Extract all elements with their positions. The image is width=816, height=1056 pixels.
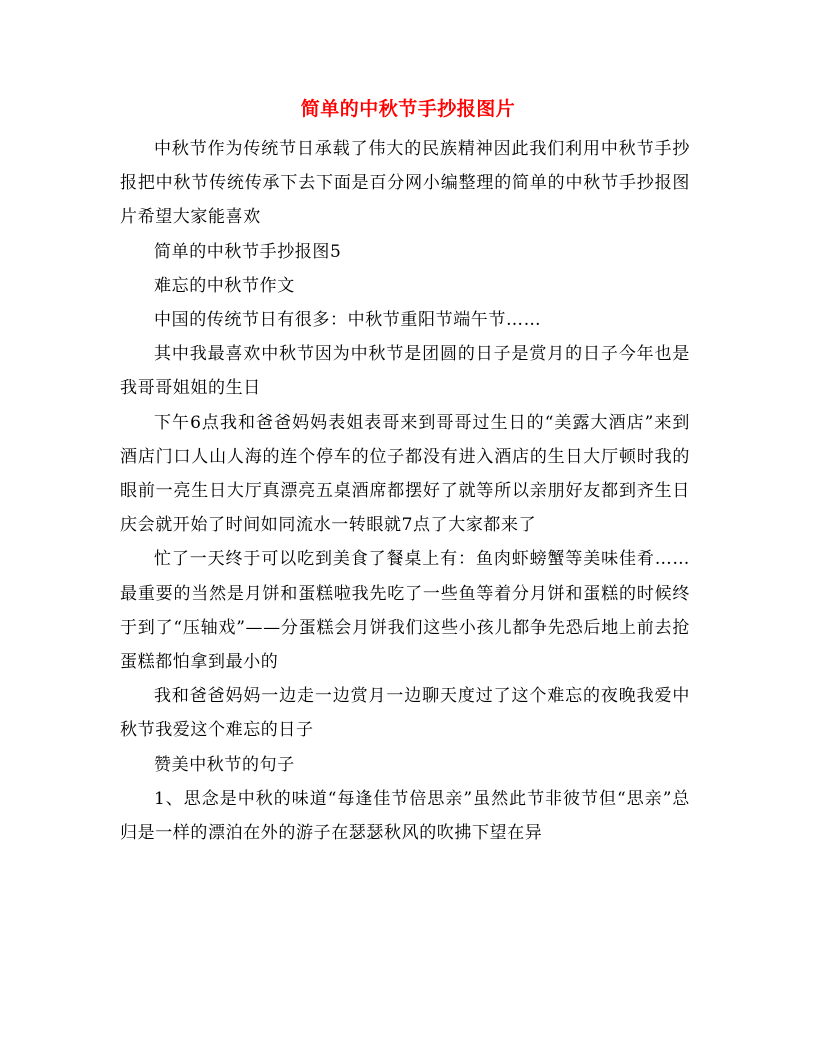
document-title: 简单的中秋节手抄报图片 xyxy=(300,98,516,120)
paragraph-essay-heading: 难忘的中秋节作文 xyxy=(154,275,295,296)
paragraph-intro: 中秋节作为传统节日承载了伟大的民族精神因此我们利用中秋节手抄报把中秋节传统传承下去下面是百分网小编整理的简单的中秋节手抄报图片希望大家能喜欢 xyxy=(120,139,690,228)
paragraph-favorite: 其中我最喜欢中秋节因为中秋节是团圆的日子是赏月的日子今年也是我哥哥姐姐的生日 xyxy=(120,344,690,399)
paragraph-praise-heading: 赞美中秋节的句子 xyxy=(154,754,295,775)
paragraph-birthday-party: 下午6点我和爸爸妈妈表姐表哥来到哥哥过生日的“美露大酒店”来到酒店门口人山人海的连个停车的位子都没有进入酒店的生日大厅顿时我的眼前一亮生日大厅真漂亮五桌酒席都摆好了就等所以亲朋好友都到齐生日庆会就开始了时间如同流水一转眼就7点了大家都来了 xyxy=(120,412,690,536)
paragraph-moon-viewing: 我和爸爸妈妈一边走一边赏月一边聊天度过了这个难忘的夜晚我爱中秋节我爱这个难忘的日子 xyxy=(120,686,690,741)
paragraph-quote-1: 1、思念是中秋的味道“每逢佳节倍思亲”虽然此节非彼节但“思亲”总归是一样的漂泊在外的游子在瑟瑟秋风的吹拂下望在异 xyxy=(120,788,690,844)
paragraph-dinner: 忙了一天终于可以吃到美食了餐桌上有：鱼肉虾螃蟹等美味佳肴……最重要的当然是月饼和蛋糕啦我先吃了一些鱼等着分月饼和蛋糕的时候终于到了“压轴戏”——分蛋糕会月饼我们这些小孩儿都争先恐后地上前去抢蛋糕都怕拿到最小的 xyxy=(120,549,690,673)
paragraph-image-caption: 简单的中秋节手抄报图5 xyxy=(154,241,342,262)
document-body xyxy=(120,132,690,850)
paragraph-festivals: 中国的传统节日有很多：中秋节重阳节端午节…… xyxy=(154,310,542,331)
